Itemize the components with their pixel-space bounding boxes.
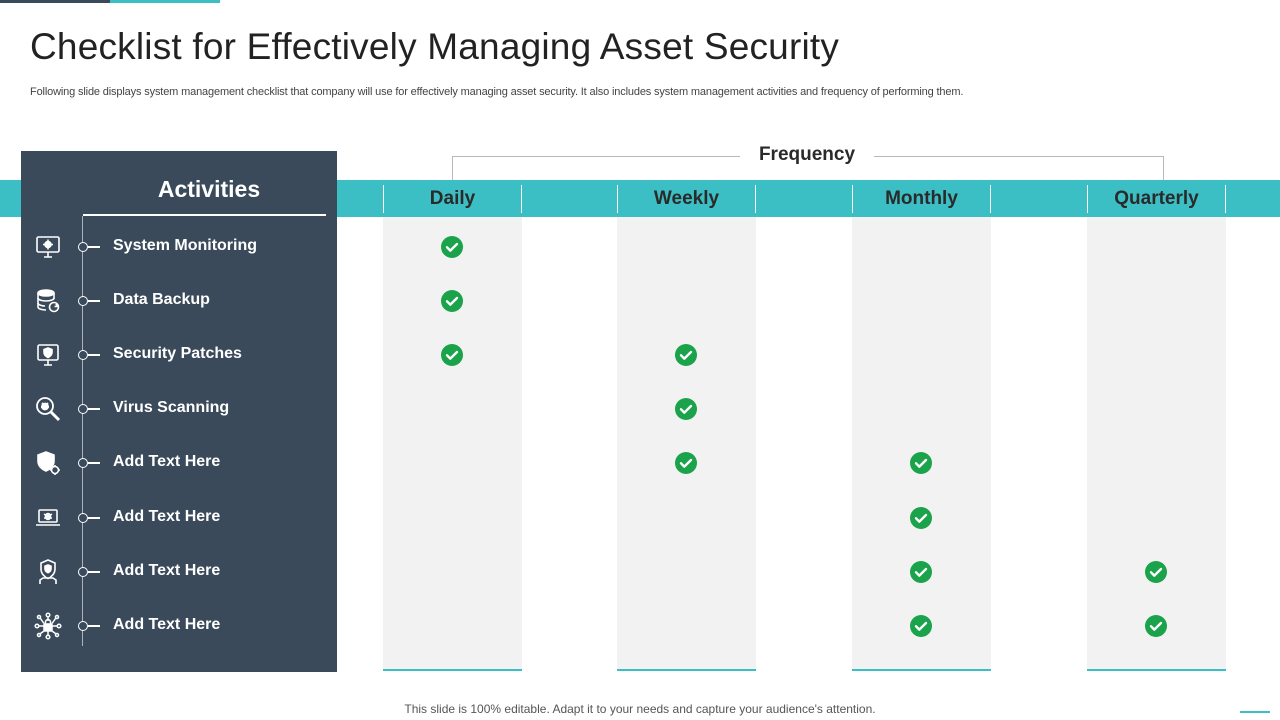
monitor-gear-icon [34,233,62,261]
top-accent-dark [0,0,110,3]
column-header-weekly: Weekly [617,185,756,213]
activity-label: Data Backup [113,291,210,308]
column-header-monthly: Monthly [852,185,991,213]
column-header-quarterly: Quarterly [1087,185,1226,213]
check-icon-quarterly [1145,561,1167,583]
column-quarterly-bottom [1087,669,1226,671]
top-accent-teal [110,0,220,3]
activity-label: Security Patches [113,345,242,362]
activity-row [28,443,328,483]
column-weekly-bottom [617,669,756,671]
activity-row [28,552,328,592]
activity-label: System Monitoring [113,237,258,254]
timeline-connector [88,300,100,302]
activities-title-rule [83,214,326,216]
timeline-dot [78,350,88,360]
timeline-connector [88,625,100,627]
activity-label: Virus Scanning [113,399,230,416]
timeline-dot [78,458,88,468]
check-icon-weekly [675,344,697,366]
activity-label: Add Text Here [113,562,221,579]
slide-subtitle: Following slide displays system management checklist that company will use for effectively managing asset security. It also includes system management activities and frequency of performing them. [30,86,964,98]
timeline-dot [78,621,88,631]
column-monthly-bottom [852,669,991,671]
column-quarterly-bg [1087,217,1226,670]
column-header-daily: Daily [383,185,522,213]
timeline-dot [78,404,88,414]
activity-row [28,389,328,429]
timeline-connector [88,354,100,356]
check-icon-daily [441,344,463,366]
check-icon-monthly [910,561,932,583]
activity-row [28,498,328,538]
timeline-connector [88,571,100,573]
hand-shield-icon [34,558,62,586]
activity-row [28,281,328,321]
check-icon-monthly [910,452,932,474]
shield-gear-icon [34,449,62,477]
timeline-dot [78,296,88,306]
column-weekly-bg [617,217,756,670]
check-icon-daily [441,290,463,312]
timeline-dot [78,242,88,252]
timeline-dot [78,513,88,523]
activity-row [28,335,328,375]
timeline-connector [88,246,100,248]
network-lock-icon [34,612,62,640]
activity-label: Add Text Here [113,508,221,525]
check-icon-monthly [910,507,932,529]
column-monthly-bg [852,217,991,670]
check-icon-weekly [675,452,697,474]
activity-row [28,606,328,646]
footer-note [0,702,1280,716]
frequency-label: Frequency [740,142,874,168]
column-daily-bg [383,217,522,670]
check-icon-weekly [675,398,697,420]
activity-label: Add Text Here [113,616,221,633]
laptop-bug-icon [34,504,62,532]
magnifier-bug-icon [34,395,62,423]
timeline-connector [88,517,100,519]
activity-row [28,227,328,267]
activity-label: Add Text Here [113,453,221,470]
activities-title: Activities [157,176,261,202]
monitor-shield-icon [34,341,62,369]
check-icon-monthly [910,615,932,637]
check-icon-daily [441,236,463,258]
timeline-connector [88,408,100,410]
footer-text: This slide is 100% editable. Adapt it to your needs and capture your audience's attention. [404,702,876,716]
column-daily-bottom [383,669,522,671]
database-refresh-icon [34,287,62,315]
timeline-connector [88,462,100,464]
corner-accent-line [1240,711,1270,713]
timeline-dot [78,567,88,577]
check-icon-quarterly [1145,615,1167,637]
slide-title: Checklist for Effectively Managing Asset Security [30,26,840,67]
